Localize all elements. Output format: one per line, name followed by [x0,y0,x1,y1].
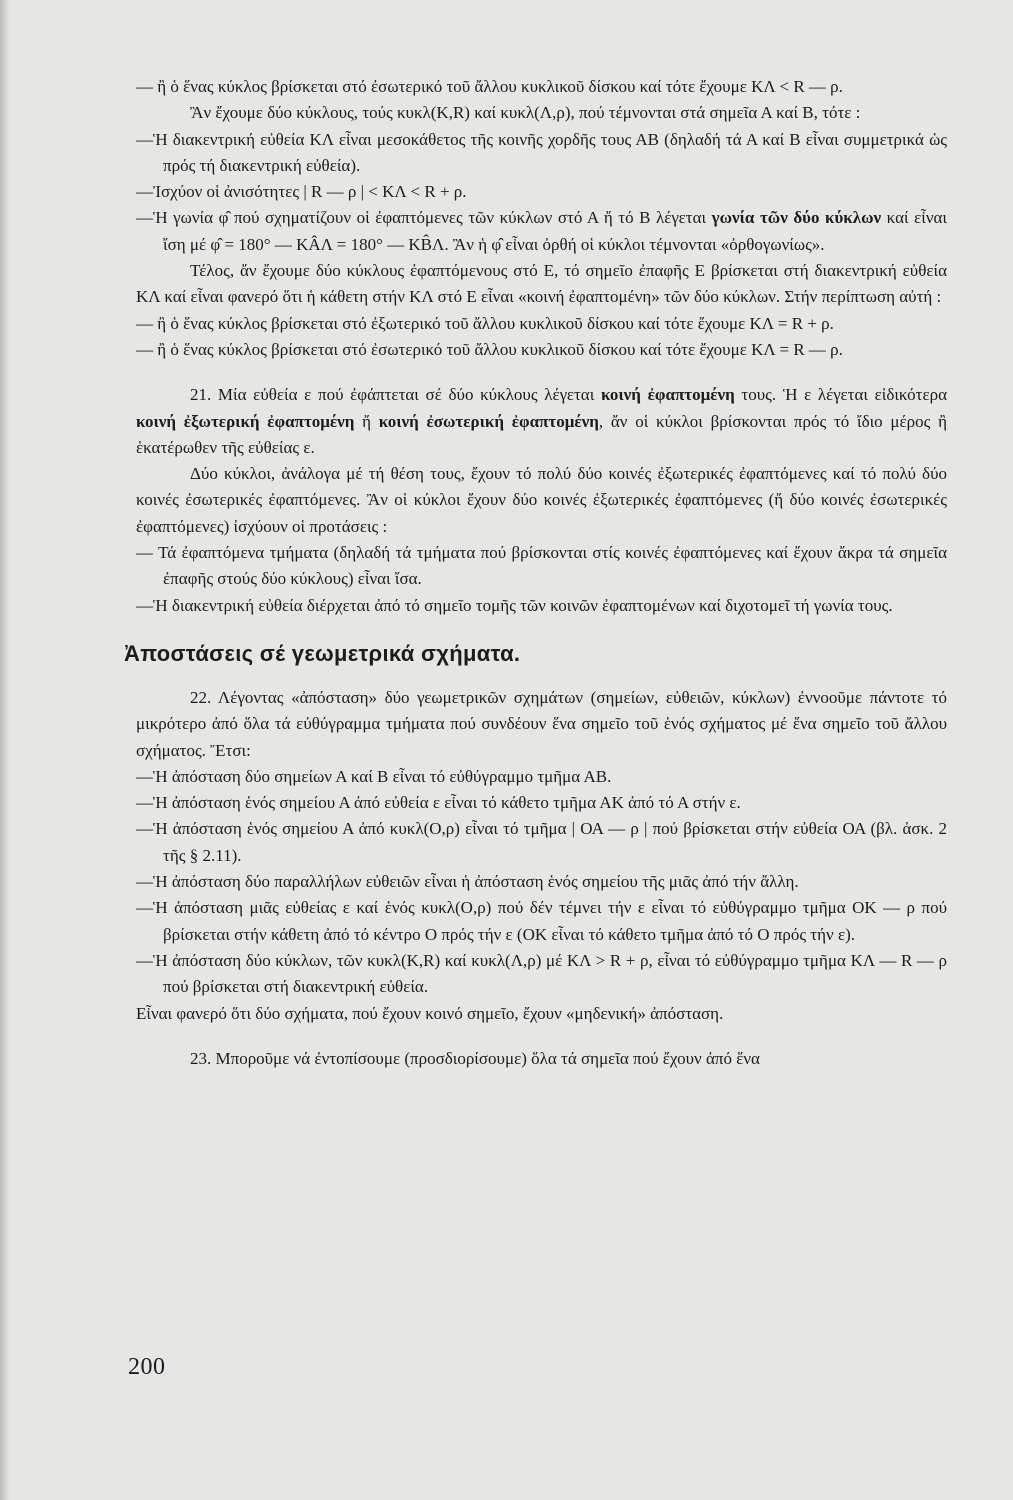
paragraph-zero-distance: Εἶναι φανερό ὅτι δύο σχήματα, πού ἔχουν κοινό σημεῖο, ἔχουν «μηδενική» ἀπόσταση. [136,1003,724,1023]
list-item-angle-of-circles: —Ἡ γωνία φ̂ πού σχηματίζουν οἱ ἐφαπτόμενες τῶν κύκλων στό Α ἤ τό Β λέγεται γωνία τῶν δύο κύκλων καί εἶναι ἴση μέ φ̂ = 180° — ΚÂΛ = 180° — ΚB̂Λ. Ἂν ἡ φ̂ εἶναι ὀρθή οἱ κύκλοι τέμνονται «ὀρθογωνίως». [136,208,948,254]
list-item-external-tangency: — ἢ ὁ ἕνας κύκλος βρίσκεται στό ἐξωτερικό τοῦ ἄλλου κυκλικοῦ δίσκου καί τότε ἔχουμε ΚΛ = R + ρ. [136,313,834,333]
list-item-circle-circle: —Ἡ ἀπόσταση δύο κύκλων, τῶν κυκλ(Κ,R) καί κυκλ(Λ,ρ) μέ ΚΛ > R + ρ, εἶναι τό εὐθύγραμμο τμῆμα ΚΛ — R — ρ πού βρίσκεται στή διακεντρική εὐθεία. [136,950,947,997]
paragraph-22-distance: 22. Λέγοντας «ἀπόσταση» δύο γεωμετρικῶν σχημάτων (σημείων, εὐθειῶν, κύκλων) ἐννοοῦμε πάντοτε τό μικρότερο ἀπό ὅλα τά εὐθύγραμμα τμήματα πού συνδέουν ἕνα σημεῖο τοῦ ἑνός σχήματος μέ ἕνα σημεῖο τοῦ ἄλλου σχήματος. Ἔτσι: [136,687,947,760]
list-item-point-circle: —Ἡ ἀπόσταση ἑνός σημείου Α ἀπό κυκλ(Ο,ρ) εἶναι τό τμῆμα | ΟΑ — ρ | πού βρίσκεται στήν εὐθεία ΟΑ (βλ. ἀσκ. 2 τῆς § 2.11). [136,819,947,865]
paragraph-case-inner: — ἢ ὁ ἕνας κύκλος βρίσκεται στό ἐσωτερικό τοῦ ἄλλου κυκλικοῦ δίσκου καί τότε ἔχουμε ΚΛ < R — ρ. [136,77,843,96]
list-item-line-circle: —Ἡ ἀπόσταση μιᾶς εὐθείας ε καί ἑνός κυκλ(Ο,ρ) πού δέν τέμνει τήν ε εἶναι τό εὐθύγραμμο τμῆμα ΟΚ — ρ πού βρίσκεται στήν κάθετη ἀπό τό κέντρο Ο πρός τήν ε (ΟΚ εἶναι τό κάθετο τμῆμα ἀπό τό Ο πρός τήν ε). [136,898,947,944]
list-item-bisector: —Ἡ διακεντρική εὐθεία διέρχεται ἀπό τό σημεῖο τομῆς τῶν κοινῶν ἐφαπτομένων καί διχοτομεῖ τή γωνία τους. [136,595,893,615]
list-item-equal-segments: — Τά ἐφαπτόμενα τμήματα (δηλαδή τά τμήματα πού βρίσκονται στίς κοινές ἐφαπτόμενες καί ἔχουν ἄκρα τά σημεῖα ἐπαφῆς στούς δύο κύκλους) εἶναι ἴσα. [136,543,947,589]
paragraph-tangent-count: Δύο κύκλοι, ἀνάλογα μέ τή θέση τους, ἔχουν τό πολύ δύο κοινές ἐξωτερικές ἐφαπτόμενες καί τό πολύ δύο κοινές ἐσωτερικές ἐφαπτόμενες. Ἂν οἱ κύκλοι ἔχουν δύο κοινές ἐξωτερικές ἐφαπτόμενες (ἤ δύο κοινές ἐσωτερικές ἐφαπτόμενες) ἰσχύουν οἱ προτάσεις : [136,464,947,536]
term-external-tangent: κοινή ἐξωτερική ἐφαπτομένη [136,411,355,431]
paragraph-21-common-tangent: 21. Μία εὐθεία ε πού ἐφάπτεται σέ δύο κύκλους λέγεται κοινή ἐφαπτομένη τους. Ἡ ε λέγεται εἰδικότερα κοινή ἐξωτερική ἐφαπτομένη ἤ κοινή ἐσωτερική ἐφαπτομένη, ἄν οἱ κύκλοι βρίσκονται πρός τό ἴδιο μέρος ἢ ἑκατέρωθεν τῆς εὐθείας ε. [136,385,947,457]
list-item-parallel-lines: —Ἡ ἀπόσταση δύο παραλλήλων εὐθειῶν εἶναι ἡ ἀπόσταση ἑνός σημείου τῆς μιᾶς ἀπό τήν ἄλλη. [136,872,799,892]
paragraph-intersecting-circles: Ἂν ἔχουμε δύο κύκλους, τούς κυκλ(Κ,R) καί κυκλ(Λ,ρ), πού τέμνονται στά σημεῖα Α καί Β, τότε : [190,103,861,123]
list-item-point-point: —Ἡ ἀπόσταση δύο σημείων Α καί Β εἶναι τό εὐθύγραμμο τμῆμα ΑΒ. [136,766,612,786]
paragraph-23: 23. Μποροῦμε νά ἐντοπίσουμε (προσδιορίσουμε) ὅλα τά σημεῖα πού ἔχουν ἀπό ἕνα [190,1048,760,1068]
binding-edge [0,0,10,1500]
list-item-internal-tangency: — ἢ ὁ ἕνας κύκλος βρίσκεται στό ἐσωτερικό τοῦ ἄλλου κυκλικοῦ δίσκου καί τότε ἔχουμε ΚΛ = R — ρ. [136,339,843,359]
list-item-inequalities: —Ἰσχύον οἱ ἀνισότητες | R — ρ | < ΚΛ < R + ρ. [136,182,467,202]
list-item-center-line: —Ἡ διακεντρική εὐθεία ΚΛ εἶναι μεσοκάθετος τῆς κοινῆς χορδῆς τους ΑΒ (δηλαδή τά Α καί Β εἶναι συμμετρικά ὡς πρός τή διακεντρική εὐθεία). [136,129,947,175]
term-angle-of-circles: γωνία τῶν δύο κύκλων [711,208,882,228]
list-item-point-line: —Ἡ ἀπόσταση ἑνός σημείου Α ἀπό εὐθεία ε εἶναι τό κάθετο τμῆμα ΑΚ ἀπό τό Α στήν ε. [136,793,741,813]
paragraph-tangent-circles: Τέλος, ἄν ἔχουμε δύο κύκλους ἐφαπτόμενους στό Ε, τό σημεῖο ἐπαφῆς Ε βρίσκεται στή διακεντρική εὐθεία ΚΛ καί εἶναι φανερό ὅτι ἡ κάθετη στήν ΚΛ στό Ε εἶναι «κοινή ἐφαπτομένη» τῶν δύο κύκλων. Στήν περίπτωση αὐτή : [136,261,947,307]
section-heading: Ἀποστάσεις σέ γεωμετρικά σχήματα. [124,640,521,666]
term-internal-tangent: κοινή ἐσωτερική ἐφαπτομένη [378,411,599,431]
page-number: 200 [128,1354,166,1380]
term-common-tangent: κοινή ἐφαπτομένη [600,385,735,405]
